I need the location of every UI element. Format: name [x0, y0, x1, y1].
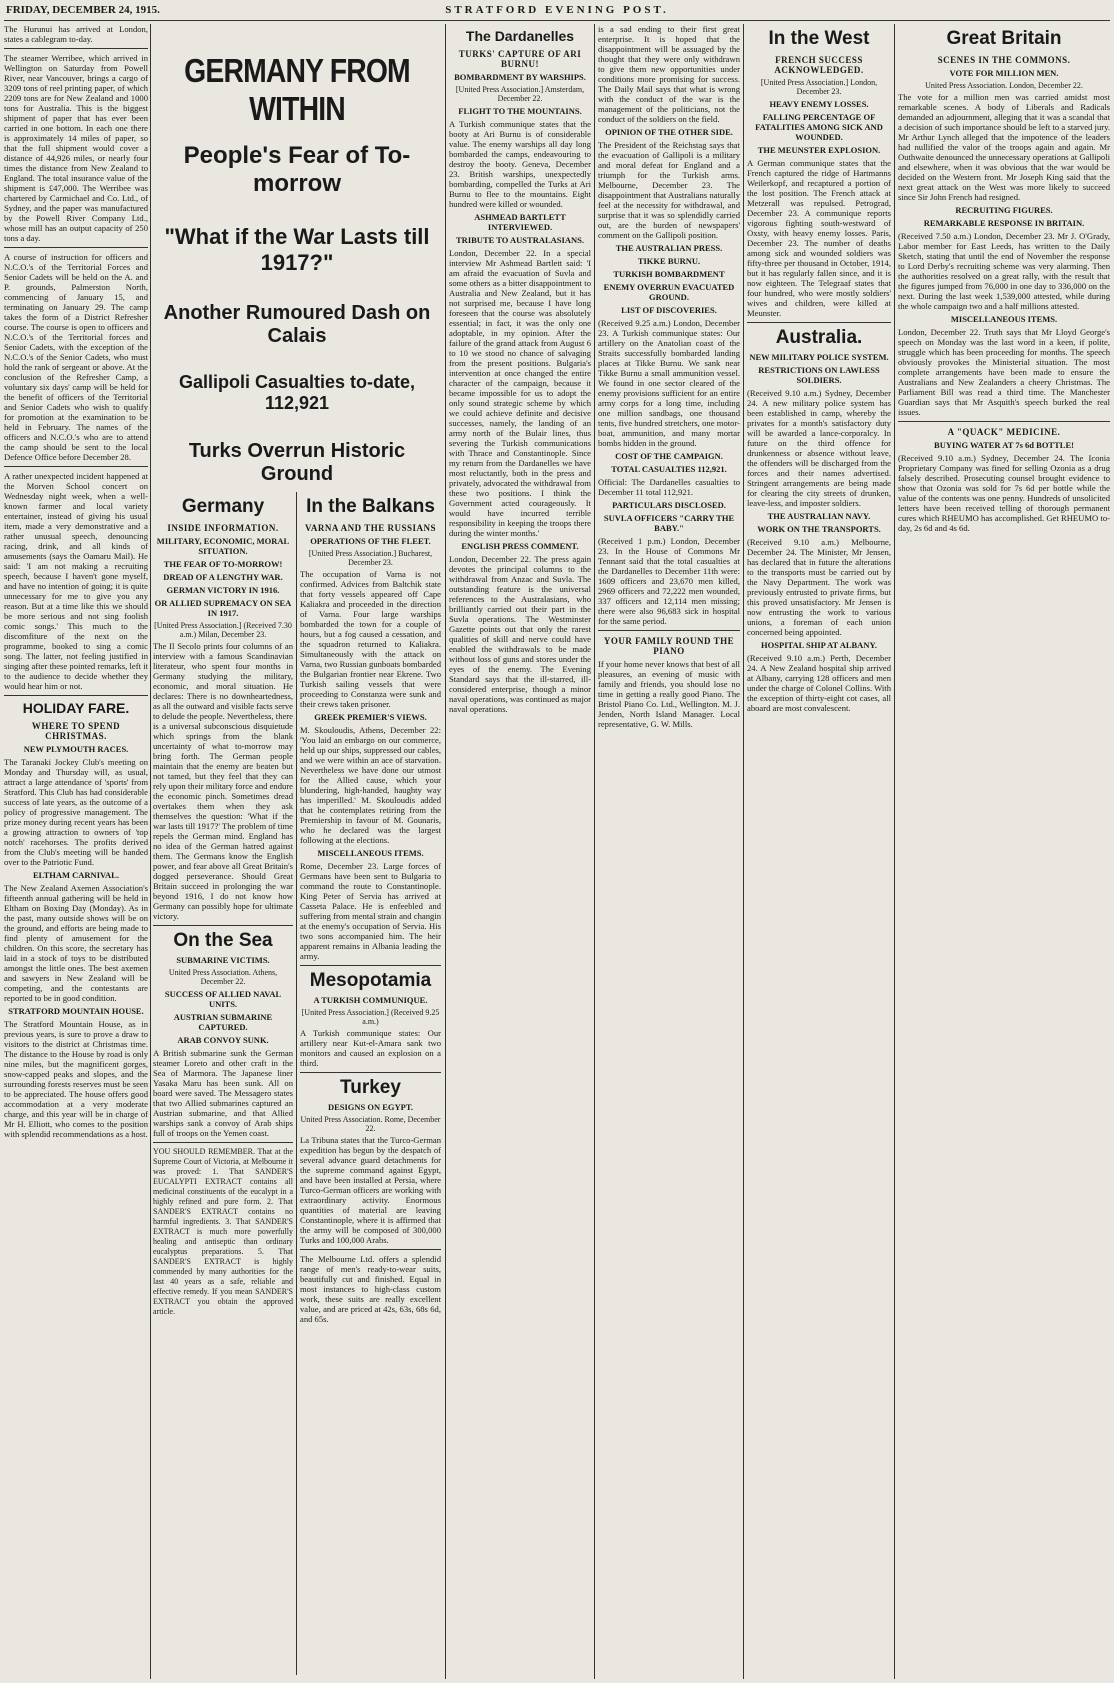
subheadline: GERMAN VICTORY IN 1916. — [166, 585, 280, 595]
news-paragraph: The New Zealand Axemen Association's fifteenth annual gathering will be held in Eltham on Boxing Day (Monday). As in the past, many outside shows will be on the ground, and efforts are being made to find plenty of amusement for the children. On this score, the secretary has laid in a stock of toys to be distributed amongst the little ones. The best axemen and sawyers in New Zealand will be competing, and the contestants are reported to be in good condition. — [4, 883, 148, 1003]
news-paragraph: The Stratford Mountain House, as in previous years, is sure to prove a draw to visitors to the district at Christmas time. The distance to the House by road is only nine miles, but the magnificent gorges, snow-capped peaks and slopes, and the surrounding forests reserves must be seen to be appreciated. The house offers good accommodation at a very moderate charge, and this year will be in charge of Mr H. Elliott, who comes to the position with splendid recommendations as a host. — [4, 1019, 148, 1139]
subheadline: NEW MILITARY POLICE SYSTEM. — [749, 352, 889, 362]
advertisement: If your home never knows that best of all pleasures, an evening of music with family and friends, you should lose no time in getting a really good Piano. The Bristol Piano Co. Ltd., Wellington. M. J. Jenden, North Island Manager. Local representative, G. W. Mills. — [598, 659, 740, 729]
subheadline: BOMBARDMENT BY WARSHIPS. — [454, 72, 586, 82]
news-paragraph: The President of the Reichstag says that the evacuation of Gallipoli is a military and moral defeat for England and a triumph for the Turkish arms. Melbourne, December 23. The disappointment that Australians naturally feel at the necessity for withdrawal, and surprise that it was so splendidly carried out, are the burden of newspapers' comment on the Gallipoli position. — [598, 140, 740, 240]
advertisement: The Melbourne Ltd. offers a splendid range of men's ready-to-wear suits, beautifully cut and finished. Equal in most instances to high-class custom work, these suits are really excellent value, and are priced at 42s, 63s, 68s 6d, and 65s. — [300, 1254, 441, 1324]
subheadline: GREEK PREMIER'S VIEWS. — [314, 712, 427, 722]
subheadline: ARAB CONVOY SUNK. — [177, 1035, 269, 1045]
subheadline: OR ALLIED SUPREMACY ON SEA IN 1917. — [154, 598, 292, 618]
masthead — [4, 2, 1110, 21]
subheadline: TRIBUTE TO AUSTRALASIANS. — [456, 235, 584, 245]
advert-headline: YOUR FAMILY ROUND THE PIANO — [603, 636, 735, 656]
credit-line: United Press Association. Rome, December 22. — [300, 1115, 441, 1133]
banner-headlines — [153, 24, 441, 489]
column-6 — [747, 24, 891, 1679]
subheadline: SUBMARINE VICTIMS. — [176, 955, 270, 965]
subheadline: SUCCESS OF ALLIED NAVAL UNITS. — [164, 989, 282, 1009]
credit-line: United Press Association. London, December 22. — [925, 81, 1083, 90]
section-title-balkans: In the Balkans — [306, 496, 435, 517]
subheadline: OPERATIONS OF THE FLEET. — [310, 536, 431, 546]
column-rule — [743, 24, 744, 1679]
news-paragraph: A rather unexpected incident happened at the Morven School concert on Wednesday night week, when a well-known farmer and local variety entertainer, instead of giving his usual item, made a very demonstrative and a rather unusual speech, denouncing racing, drink, and all kinds of amusements (says the Oamaru Mail). He said: 'I am not making a recruiting speech, because I haven't gone myself, and have no intention of going; it is quite unnecessary for me to give you any reason. But at a time like this we should be more serious and not sing foolish comic songs.' This much to the discomfiture of the next on the programme, booked to sing a comic song. The latter, not feeling justified in singing after these pointed remarks, left it to the audience to decide whether they would hear him or not. — [4, 471, 148, 691]
news-paragraph: The occupation of Varna is not confirmed. Advices from Baltchik state that forty vessels appeared off Cape Kaliakra and proceeded in the direction of Varna. Four large warships bombarded the town for a couple of hours, but a fog caused a cessation, and the squadron returned to Kaliakra. Simultaneously with the attack on Varna, two Russian gunboats bombarded the Bulgarian frontier near Ekrene. Two Turkish sailing vessels that were proceeding to Constanza were sunk and their crews taken prisoner. — [300, 569, 441, 709]
subheadline: TOTAL CASUALTIES 112,921. — [611, 464, 727, 474]
subheadline: THE AUSTRALIAN NAVY. — [767, 511, 871, 521]
subheadline: NEW PLYMOUTH RACES. — [23, 744, 129, 754]
section-title-germany: Germany — [181, 496, 265, 517]
section-title-dardanelles: The Dardanelles — [465, 28, 575, 44]
subheadline: AUSTRIAN SUBMARINE CAPTURED. — [173, 1012, 273, 1032]
news-paragraph: (Received 1 p.m.) London, December 23. In the House of Commons Mr Tennant said that the total casualties at the Dardanelles to December 11th were: 1609 officers and 23,670 men killed, 2969 officers and 72,222 men wounded, 337 officers and 12,114 men missing; there were also 96,683 sick in hospital for the same period. — [598, 536, 740, 626]
subheadline: DREAD OF A LENGTHY WAR. — [163, 572, 283, 582]
paper-name: STRATFORD EVENING POST. — [445, 4, 669, 16]
subheadline: RESTRICTIONS ON LAWLESS SOLDIERS. — [758, 365, 880, 385]
column-rule — [594, 24, 595, 1679]
issue-date: FRIDAY, DECEMBER 24, 1915. — [6, 4, 160, 16]
subheadline: WORK ON THE TRANSPORTS. — [757, 524, 881, 534]
subheadline: THE MEUNSTER EXPLOSION. — [757, 145, 881, 155]
subheadline: FALLING PERCENTAGE OF FATALITIES AMONG SICK AND WOUNDED. — [755, 112, 883, 142]
column-rule — [445, 24, 446, 1679]
headline: VARNA AND THE RUSSIANS — [305, 523, 436, 533]
credit-line: [United Press Association.] London, December 23. — [760, 78, 878, 96]
subheadline: STRATFORD MOUNTAIN HOUSE. — [8, 1006, 144, 1016]
subheadline: MISCELLANEOUS ITEMS. — [317, 848, 424, 858]
news-paragraph: A German communique states that the French captured the ridge of Hartmanns Weilerkopf, and recaptured a portion of the lost position. The French attack at Metzerall was repulsed. Petrograd, December 23. A communique reports vigorous fighting south-westward of Oxsty, with heavy enemy losses. Paris, December 23. The number of deaths among sick and wounded soldiers was fifty-three per thousand in October, 1914, but it has regularly fallen since, and it is now eighteen. The Telegraaf states that four hundred, who were mostly soldiers' wives and children, were killed at Meunster. — [747, 158, 891, 318]
subheadline: OPINION OF THE OTHER SIDE. — [605, 127, 733, 137]
subheadline: HOSPITAL SHIP AT ALBANY. — [761, 640, 877, 650]
subheadline: TIKKE BURNU. — [637, 256, 701, 266]
subheadline: REMARKABLE RESPONSE IN BRITAIN. — [923, 218, 1085, 228]
subheadline: HEAVY ENEMY LOSSES. — [769, 99, 869, 109]
column-2 — [153, 492, 293, 1675]
banner-line: Turks Overrun Historic Ground — [188, 440, 406, 485]
news-paragraph: The Taranaki Jockey Club's meeting on Monday and Thursday will, as usual, attract a large attendance of 'sports' from Stratford. This Club has had considerable success of late years, as the outcome of a policy of progressive management. The prize money during recent years has been a growing attraction to owners of 'top notch' racehorses. The profits derived from the Club's meeting will be handed over to the Patriotic Fund. — [4, 757, 148, 867]
lower-center-columns — [153, 492, 441, 1679]
column-3 — [300, 492, 441, 1675]
subheadline: DESIGNS ON EGYPT. — [327, 1102, 414, 1112]
news-paragraph: A Turkish communique states that the booty at Ari Burnu is of considerable value. The enemy warships all day long bombarded the camps, endeavouring to destroy the booty. Geneva, December 23. British warships, unexpectedly bombarding, compelled the Turks at Ari Burnu to flee to the mountains. Eight hundred were killed or wounded. — [449, 119, 591, 209]
subheadline: ENEMY OVERRUN EVACUATED GROUND. — [603, 282, 735, 302]
advertisement: YOU SHOULD REMEMBER. That at the Supreme Court of Victoria, at Melbourne it was proved: 1. That SANDER'S EUCALYPTI EXTRACT contains all medicinal constituents of the eucalypt in a highly refined and pure form. 2. That SANDER'S EXTRACT contains no harmful ingredients. 3. That SANDER'S EXTRACT is much more powerfully healing and antiseptic than ordinary eucalyptus preparations. 5. That SANDER'S EXTRACT is highly commended by many authorities for the last 40 years as a safe, reliable and effective remedy. If you mean SANDER'S EXTRACT you obtain the approved article. — [153, 1147, 293, 1316]
banner-line: Another Rumoured Dash on Calais — [163, 302, 431, 347]
section-title-great-britain: Great Britain — [946, 28, 1062, 49]
news-paragraph: (Received 7.50 a.m.) London, December 23. Mr J. O'Grady, Labor member for East Leeds, has written to the Daily Sketch, stating that until the end of November the response to Lord Derby's recruiting scheme was very alarming. Then the authorities resolved on a great rally, with the result that the figures jumped from 76,000 in one day to 336,000 on the next. During the last week 1,539,000 attested, while during the whole campaign two and a half millions attested. — [898, 231, 1110, 311]
column-7 — [898, 24, 1110, 1679]
credit-line: [United Press Association.] Amsterdam, December 22. — [455, 85, 585, 103]
news-paragraph: (Received 9.10 a.m.) Melbourne, December 24. The Minister, Mr Jensen, has declared that in future the alterations to the transports must be carried out by the Navy Department. The work was previously entrusted to private firms, but this proved unsatisfactory. Mr Jensen is now entrusting the work to various unions, a foreman of each union concerned being appointed. — [747, 537, 891, 637]
news-paragraph: London, December 22. The press again devotes the principal columns to the withdrawal from Anzac and Suvla. The outstanding feature is the universal references to the Australasians, who brilliantly carried out their part in the Suvla operations. The Westminster Gazette points out that only the rarest qualities of skill and nerve could have enabled the withdrawals to be made without loss of guns and stores under the eyes of the enemy. The Evening Standard says that the ill-starred, ill-considered enterprise, though a minor naval operations, was continued as major naval operations. — [449, 554, 591, 714]
subheadline: PARTICULARS DISCLOSED. — [612, 500, 726, 510]
subheadline: RECRUITING FIGURES. — [955, 205, 1053, 215]
news-paragraph: A course of instruction for officers and N.C.O.'s of the Territorial Forces and Senior Cadets will be held on the A. and P. grounds, Palmerston North, commencing of January 15, and terminating on January 29. The camp takes the form of a District Refresher course. The course is open to officers and N.C.O.'s of the Territorial forces and Senior Cadets, with the exception of the N.C.O.'s of the Senior Cadets, who must hold the rank of sergeant or above. At the conclusion of the Refresher Camp, a voluntary six days' camp will be held for the benefit of officers of the Territorial and Senior Cadets who wish to qualify for promotion at the examination to be held in February. The names of the officers and N.C.O.'s who are to attend the camp should be sent to the local Defence Office before December 28. — [4, 252, 148, 462]
news-paragraph: A Turkish communique states: Our artillery near Kut-el-Amara sank two monitors and caused an explosion on a third. — [300, 1028, 441, 1068]
subheadline: FLIGHT TO THE MOUNTAINS. — [458, 106, 582, 116]
subheadline: VOTE FOR MILLION MEN. — [949, 68, 1059, 78]
subheadline: ASHMEAD BARTLETT INTERVIEWED. — [474, 212, 566, 232]
subheadline: BUYING WATER AT 7s 6d BOTTLE! — [934, 440, 1074, 450]
subheadline: TURKISH BOMBARDMENT — [613, 269, 725, 279]
subheadline: MISCELLANEOUS ITEMS. — [950, 314, 1058, 324]
subheadline: COST OF THE CAMPAIGN. — [615, 451, 723, 461]
news-paragraph: is a sad ending to their first great enterprise. It is hoped that the disappointment will be assuaged by the thought that they were only withdrawn to give them new opportunities under conditions more promising for success. The Daily Mail says that what is wrong with the conduct of the war is the management of the politicians, not the conduct of the soldiers on the field. — [598, 24, 740, 124]
news-paragraph: Rome, December 23. Large forces of Germans have been sent to Bulgaria to command the route to Constantinople. King Peter of Servia has arrived at Casseta Palace. He is enfeebled and suffering from mental strain and changin at the enemy's occupation of Servia. His two sons accompanied him. The heir apparent remains in Albania leading the army. — [300, 861, 441, 961]
main-headline: GERMANY FROM WITHIN — [184, 52, 410, 127]
news-paragraph: (Received 9.10 a.m.) Perth, December 24. A New Zealand hospital ship arrived at Albany, carrying 128 officers and men under the charge of Colonel Collins. With the exception of thirty-eight cot cases, all aboard are most convalescent. — [747, 653, 891, 713]
news-paragraph: (Received 9.25 a.m.) London, December 23. A Turkish communique states: Our artillery on the Anatolian coast of the Straits successfully bombarded landing places at Tikke Burnu. We sank near Tikke Burnu a small ammunition vessel. We found in one sector cleared of the enemy provisions sufficient for an entire army corps for a long time, including one million sandbags, one thousand tents, five hundred stretchers, one motor-boat, ammunition, and many mortar bombs hidden in the ground. — [598, 318, 740, 448]
column-5 — [598, 24, 740, 1679]
news-paragraph: A British submarine sunk the German steamer Loreto and other craft in the Sea of Marmora. The Japanese liner Yasaka Maru has been sunk. All on board were saved. The Messagero states that two Allied submarines captured an Austrian submarine, and that Allied warships sank a convoy of Arab ships full of troops on the Yemen coast. — [153, 1048, 293, 1138]
credit-line: [United Press Association.] (Received 7.30 a.m.) Milan, December 23. — [154, 621, 292, 639]
subheadline: SUVLA OFFICERS "CARRY THE BABY." — [603, 513, 735, 533]
news-paragraph: London, December 22. In a special interview Mr Ashmead Bartlett said: 'I am afraid the evacuation of Suvla and some others as a bitter disappointment to Australia and New Zealand, but it has not surprised me, because I have long foreseen that the course was absolutely essential; in fact, it was the only one adoptable, in my opinion. After the failure of the grand attack from August 6 to 10 we stood no chance of salvaging from the present positions. Bulgaria's intervention at once changed the entire character of the campaign, because it became impossible for us to adopt the only sound strategic scheme by which we could achieve definite and decisive successes, namely, the landing of an army north of the Bulair lines, thus severing the Turkish communications with Thrace and Constantinople. Since my return from the Dardanelles we have most reluctantly, both in the press and privately, advocated the withdrawal from these two positions. I think the Government acted courageously. It would have incurred terrible responsibility in keeping the troops there during the winter months.' — [449, 248, 591, 538]
headline: INSIDE INFORMATION. — [167, 523, 279, 533]
subheadline: MILITARY, ECONOMIC, MORAL SITUATION. — [156, 536, 290, 556]
subheadline: ENGLISH PRESS COMMENT. — [461, 541, 579, 551]
news-paragraph: (Received 9.10 a.m.) Sydney, December 24. A new military police system has been established in camp, whereby the privates for a month's satisfactory duty will be awarded a lance-corporalcy. In future on the third offence for drunkenness or absence without leave, the offenders will be discharged from the forces and their names advertised. Stringent arrangements are being made for clearing the city streets of drunken, leave-less, and imposter soldiers. — [747, 388, 891, 508]
subheadline: A TURKISH COMMUNIQUE. — [313, 995, 428, 1005]
news-paragraph: Official: The Dardanelles casualties to December 11 total 112,921. — [598, 477, 740, 497]
banner-line: People's Fear of To-morrow — [183, 142, 411, 197]
column-rule — [150, 24, 151, 1679]
section-title-turkey: Turkey — [340, 1077, 401, 1098]
news-paragraph: London, December 22. Truth says that Mr Lloyd George's speech on Monday was the last word in a keen, if polite, struggle which has been proceeding for months. The speech obviously provokes the Ministerial situation. The most complete arrangements have been made to ensure the Australians and New Zealanders a cheery Christmas. The Parliament Bill was read a third time. The Manchester Guardian says that Mr Asquith's speech burked the real issues. — [898, 327, 1110, 417]
section-title-australia: Australia. — [775, 327, 863, 348]
news-paragraph: The steamer Werribee, which arrived in Wellington on Saturday from Powell River, near Vancouver, brings a cargo of 3209 tons of reel printing paper, of which 2209 tons are for New Zealand and 1000 tons for Australia. This is the biggest shipment of paper that has ever been carried in one bottom. In each one there is approximately 14 miles of paper, so that the full shipment would cover a distance of 44,926 miles, or nearly four times the distance from New Zealand to England. The total insurance value of the shipment is £47,000. The Werribee was chartered by Carmichael and Co. Ltd., of Sydney, and the paper was manufactured by the Powell River Company Ltd., whose mill has an output capacity of 250 tons a day. — [4, 53, 148, 243]
headline: TURKS' CAPTURE OF ARI BURNU! — [458, 49, 582, 69]
section-title-holiday-fare: HOLIDAY FARE. — [22, 700, 130, 716]
headline: A "QUACK" MEDICINE. — [947, 427, 1061, 437]
section-title-mesopotamia: Mesopotamia — [309, 970, 432, 991]
news-paragraph: The vote for a million men was carried amidst most remarkable scenes. A body of Liberals and Radicals demanded an adjournment, alleging that it was a scandal that a decision of such importance should be left to a starved jury. Mr Arthur Lynch alleged that the impotence of the leaders had nullified the valor of the troops again and again. Mr Outhwaite denounced the unnecessary operations at Gallipoli and elsewhere, when it was obvious that the war would be decided on the Western front. Mr Joseph King said that the next great attack on the West was more likely to succeed since Sir John French had resigned. — [898, 92, 1110, 202]
subheadline: LIST OF DISCOVERIES. — [621, 305, 717, 315]
news-paragraph: The Hurunui has arrived at London, states a cablegram to-day. — [4, 24, 148, 44]
credit-line: [United Press Association.] Bucharest, December 23. — [308, 549, 433, 567]
column-4 — [449, 24, 591, 1679]
headline: FRENCH SUCCESS ACKNOWLEDGED. — [774, 55, 864, 75]
news-paragraph: The Il Secolo prints four columns of an interview with a famous Scandinavian literateur, who spent four months in Germany studying the military, economic, and moral situation. He declares: There is no downheartedness, as all the outward and visible facts serve to delude the people. Nevertheless, there is a universal subconscious disquietude which springs from the blank uncertainty of what to-morrow may bring forth. The German people maintain that the enemy are beaten but not tamed, but they feel that they can rely upon their military force and endure the economic pinch. Sometimes dread overtakes them when they ask themselves the question: 'What if the war lasts till 1917?' The problem of time repels the German mind. England has no idea of the German hatred against them. The Germans know the English power, and fear above all Great Britain's dogged perseverance. Should Great Britain succeed in prolonging the war beyond 1916, I do not know how Germany can possibly hope for ultimate victory. — [153, 641, 293, 921]
section-title-west: In the West — [768, 28, 870, 49]
subheadline: THE AUSTRALIAN PRESS. — [615, 243, 723, 253]
column-rule — [296, 492, 297, 1675]
headline: WHERE TO SPEND CHRISTMAS. — [31, 721, 121, 741]
banner-line: "What if the War Lasts till 1917?" — [164, 224, 430, 275]
column-rule — [894, 24, 895, 1679]
news-paragraph: La Tribuna states that the Turco-German expedition has begun by the despatch of several advance guard detachments for the supreme command against Egypt, and have been installed at Persia, where Turco-German officers are working with extraordinary activity. Enormous quantities of material are leaving Constantinople, where it is affirmed that the army will be composed of 300,000 Turks and 100,000 Arabs. — [300, 1135, 441, 1245]
headline: SCENES IN THE COMMONS. — [937, 55, 1071, 65]
news-paragraph: (Received 9.10 a.m.) Sydney, December 24. The Iconia Proprietary Company was fined for selling Ozonia as a drug falsely described. Prosecuting counsel brought evidence to show that Ozonia was sold for 7s 6d per bottle while the value of the contents was one penny. Hundreds of unsolicited letters have been received telling of thorough permanent cures which RHEUMO has accomplished. Get RHEUMO to-day, 2s 6d and 4s 6d. — [898, 453, 1110, 533]
credit-line: [United Press Association.] (Received 9.25 a.m.) — [301, 1008, 440, 1026]
news-paragraph: M. Skouloudis, Athens, December 22: 'You laid an embargo on our commerce, held up our ships, suppressed our cables, and we were within an ace of starvation. Nevertheless we have done our utmost for the Allied cause, which your blundering, high-handed, haughty way has imperilled.' M. Skouloudis added that he contemplates retiring from the Premiership in favour of M. Gounaris, who he declared was the largest following at the elections. — [300, 725, 441, 845]
subheadline: ELTHAM CARNIVAL. — [33, 870, 119, 880]
credit-line: United Press Association. Athens, December 22. — [168, 968, 278, 986]
section-title-sea: On the Sea — [173, 930, 273, 951]
subheadline: THE FEAR OF TO-MORROW! — [163, 559, 283, 569]
banner-line: Gallipoli Casualties to-date, 112,921 — [178, 372, 416, 413]
column-1 — [4, 24, 148, 1679]
